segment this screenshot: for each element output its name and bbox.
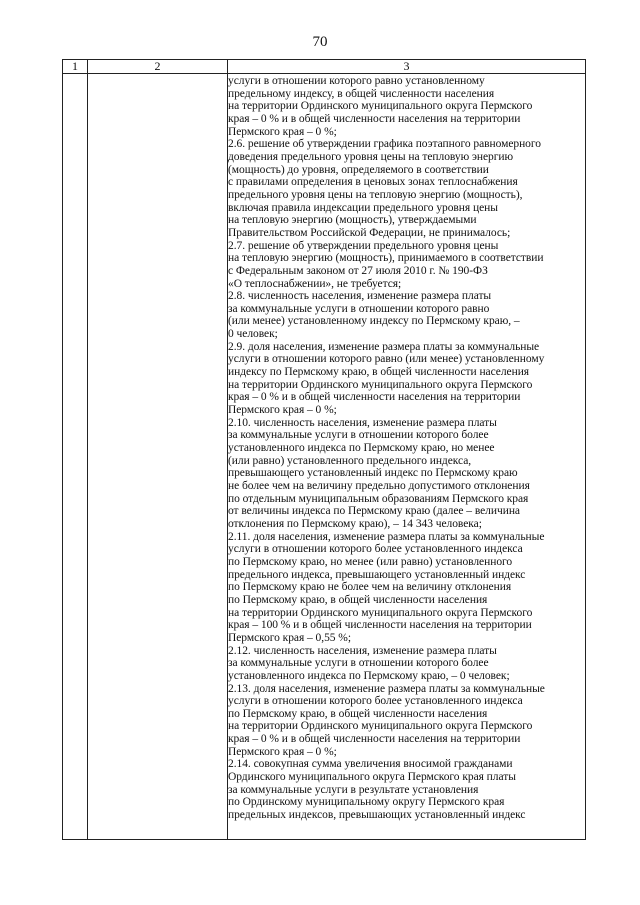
text-line: превышающего установленный индекс по Пермскому краю [228,467,518,480]
text-line: 2.8. численность населения, изменение размера платы [228,290,492,303]
header-col-1: 1 [72,59,78,73]
text-line: 2.13. доля населения, изменение размера платы за коммунальные [228,682,545,695]
text-line: 2.7. решение об утверждении предельного уровня цены [228,239,499,252]
table-header-row [63,60,585,74]
text-line: края – 0 % и в общей численности населения на территории [228,391,521,404]
text-line: края – 100 % и в общей численности населения на территории [228,619,532,632]
text-line: 2.14. совокупная сумма увеличения вносимой гражданами [228,758,513,771]
text-line: за коммунальные услуги в результате установления [228,783,479,796]
text-line: услуги в отношении которого более установленного индекса [228,695,523,708]
text-line: по Пермскому краю, но менее (или равно) установленного [228,555,513,568]
text-line: за коммунальные услуги в отношении которого более [228,429,489,442]
column-divider-1 [87,60,88,839]
text-line: по отдельным муниципальным образованиям Пермского края [228,492,529,505]
text-line: за коммунальные услуги в отношении которого более [228,657,489,670]
text-line: установленного индекса по Пермскому краю, – 0 человек; [228,669,510,682]
text-line: услуги в отношении которого более установленного индекса [228,543,523,556]
text-line: края – 0 % и в общей численности населения на территории [228,112,521,125]
text-line: 2.10. численность населения, изменение размера платы [228,416,497,429]
text-line: на территории Ординского муниципального округа Пермского [228,606,533,619]
text-line: по Пермскому краю, в общей численности населения [228,707,488,720]
text-line: края – 0 % и в общей численности населения на территории [228,733,521,746]
text-line: услуги в отношении которого равно установленному [228,75,485,87]
text-line: установленного индекса по Пермскому краю, но менее [228,442,495,455]
text-line: Пермского края – 0 %; [228,125,337,138]
text-line: «О теплоснабжении», не требуется; [228,277,402,290]
text-line: по Пермскому краю, в общей численности населения [228,593,488,606]
text-line: не более чем на величину предельно допустимого отклонения [228,480,530,492]
text-line: с правилами определения в ценовых зонах теплоснабжения [228,176,518,189]
text-line: на тепловую энергию (мощность), принимаемого в соответствии [228,252,544,265]
text-line: по Ординскому муниципальному округу Пермского края [228,796,505,809]
text-line: предельному индексу, в общей численности населения [228,87,495,100]
text-line: 2.6. решение об утверждении графика поэтапного равномерного [228,138,541,151]
text-line: Правительством Российской Федерации, не принималось; [228,226,511,239]
text-line: с Федеральным законом от 27 июля 2010 г. № 190-ФЗ [228,264,488,277]
text-line: 2.9. доля населения, изменение размера платы за коммунальные [228,340,540,353]
text-line: включая правила индексации предельного уровня цены [228,201,498,214]
document-table [62,59,586,840]
text-line: за коммунальные услуги в отношении которого равно [228,302,490,315]
text-line: предельных индексов, превышающих установленный индекс [228,809,526,822]
text-line: 2.12. численность населения, изменение размера платы [228,644,497,657]
text-line: Пермского края – 0 %; [228,404,337,417]
text-line: на территории Ординского муниципального округа Пермского [228,100,533,113]
text-line: 0 человек; [228,328,278,341]
header-col-2: 2 [154,59,161,73]
text-line: на территории Ординского муниципального округа Пермского [228,378,533,391]
text-line: доведения предельного уровня цены на тепловую энергию [228,150,514,163]
text-line: услуги в отношении которого равно (или менее) установленному [228,353,545,366]
column-3-text [228,75,584,822]
text-line: предельного уровня цены на тепловую энергию (мощность), [228,188,523,201]
text-line: (мощность) до уровня, определяемого в соответствии [228,163,489,176]
text-line: на тепловую энергию (мощность), утверждаемыми [228,214,477,227]
page-number: 70 [312,34,328,50]
header-col-3: 3 [403,59,410,73]
text-line: предельного индекса, превышающего установленный индекс [228,568,526,581]
text-line: 2.11. доля населения, изменение размера платы за коммунальные [228,530,545,543]
text-line: Пермского края – 0,55 %; [228,631,351,644]
text-line: отклонения по Пермскому краю), – 14 343 человека; [228,517,482,530]
text-line: от величины индекса по Пермскому краю (далее – величина [228,505,520,518]
text-line: индексу по Пермскому краю, в общей численности населения [228,366,530,379]
text-line: по Пермскому краю не более чем на величину отклонения [228,581,512,594]
text-line: на территории Ординского муниципального округа Пермского [228,720,533,733]
text-line: (или менее) установленному индексу по Пермскому краю, – [228,315,520,328]
text-line: (или равно) установленного предельного индекса, [228,454,472,467]
text-line: Пермского края – 0 %; [228,745,337,758]
text-line: Ординского муниципального округа Пермского края платы [228,771,516,784]
